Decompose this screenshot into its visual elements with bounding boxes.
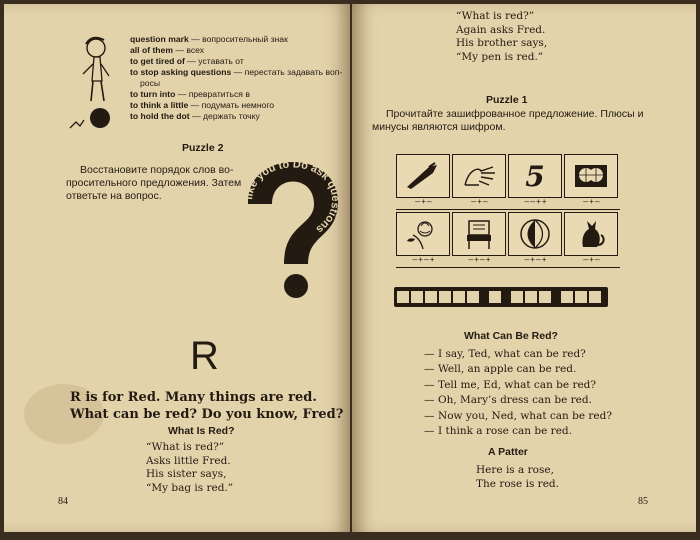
vocab-ru: — перестать задавать воп- xyxy=(233,67,343,77)
text-line: минусы являются шифром. xyxy=(372,121,506,133)
puzzle-1-instructions xyxy=(372,108,682,134)
vocab-ru: — подумать немного xyxy=(190,100,275,110)
text-line: “What is red?” xyxy=(146,441,225,453)
answer-box xyxy=(397,291,409,303)
vocab-ru: — превратиться в xyxy=(177,89,250,99)
text-line: R is for Red. Many things are red. xyxy=(70,390,317,405)
dialog-verse xyxy=(424,347,612,438)
cipher-code: —+— xyxy=(564,256,620,268)
answer-box xyxy=(411,291,423,303)
answer-box xyxy=(589,291,601,303)
answer-cipher-bar xyxy=(394,287,608,307)
patter-title: A Patter xyxy=(488,446,528,458)
cipher-code: —+— xyxy=(452,198,508,210)
big-letter-r: R xyxy=(190,334,219,378)
cipher-code: —+— xyxy=(564,198,620,210)
left-page xyxy=(4,4,350,532)
vocab-ru: росы xyxy=(140,78,161,88)
dialog-dash: — xyxy=(424,348,435,360)
dialog-dash: — xyxy=(424,379,435,391)
dialog-line xyxy=(424,362,612,377)
text-line: Well, an apple can be red. xyxy=(438,362,577,375)
cipher-code: —+—+ xyxy=(452,256,508,268)
answer-box xyxy=(439,291,451,303)
vocab-ru: — всех xyxy=(175,45,205,55)
answer-box xyxy=(425,291,437,303)
patter-verse xyxy=(476,464,559,491)
vocab-en: to think a little xyxy=(130,100,189,110)
text-line: Asks little Fred. xyxy=(146,454,231,467)
cipher-code: —+—+ xyxy=(508,256,564,268)
vocab-item xyxy=(130,78,350,89)
dialog-dash: — xyxy=(424,362,435,375)
cipher-code: —+—+ xyxy=(396,256,452,268)
boy-on-ball-illustration xyxy=(64,34,134,134)
grid-row-top xyxy=(396,154,620,198)
answer-box xyxy=(489,291,501,303)
vocab-en: to get tired of xyxy=(130,56,185,66)
dialog-dash: — xyxy=(424,410,435,422)
number-five: 5 xyxy=(525,159,545,193)
vocab-en: question mark xyxy=(130,34,189,44)
vocab-item xyxy=(130,111,350,122)
text-line: ответьте на вопрос. xyxy=(66,190,162,202)
flower-icon xyxy=(396,212,450,256)
poem-title: What Is Red? xyxy=(168,425,235,437)
hand-icon xyxy=(452,154,506,198)
vocab-item xyxy=(130,100,350,111)
answer-box xyxy=(511,291,523,303)
right-page xyxy=(352,4,696,532)
answer-box xyxy=(539,291,551,303)
dialog-dash: — xyxy=(424,393,435,406)
number-five-cell xyxy=(508,154,562,198)
text-line: просительного предложения. Затем xyxy=(66,177,242,189)
cipher-code: ——++ xyxy=(508,198,564,210)
text-line: Tell me, Ed, what can be red? xyxy=(438,379,597,391)
text-line: His sister says, xyxy=(146,468,227,480)
poem-verse xyxy=(146,441,233,495)
cipher-code-row xyxy=(396,256,620,268)
dialog-line xyxy=(424,409,612,424)
vocab-item xyxy=(130,89,350,100)
cat-icon xyxy=(564,212,618,256)
puzzle-2-instructions xyxy=(66,164,256,203)
vocab-en: to stop asking questions xyxy=(130,67,232,77)
puzzle-2-title: Puzzle 2 xyxy=(182,142,224,154)
vocab-ru: — держать точку xyxy=(192,111,260,121)
text-line: Oh, Mary’s dress can be red. xyxy=(438,393,592,406)
vocab-en: all of them xyxy=(130,45,173,55)
picture-cipher-grid xyxy=(396,154,620,268)
vocab-en: to turn into xyxy=(130,89,176,99)
cipher-code: —+— xyxy=(396,198,452,210)
answer-box xyxy=(561,291,573,303)
dialog-title: What Can Be Red? xyxy=(464,330,558,342)
puzzle-1-title: Puzzle 1 xyxy=(486,94,528,106)
text-line: Again asks Fred. xyxy=(456,23,546,36)
text-line: Now you, Ned, what can be red? xyxy=(438,410,612,422)
answer-box xyxy=(575,291,587,303)
text-line: Прочитайте зашифрованное предложение. Плюсы и xyxy=(386,108,644,120)
vocab-ru: — уставать от xyxy=(187,56,244,66)
dialog-dash: — xyxy=(424,424,435,437)
answer-box xyxy=(525,291,537,303)
text-line: His brother says, xyxy=(456,37,548,49)
chair-icon xyxy=(452,212,506,256)
text-line: What can be red? Do you know, Fred? xyxy=(70,407,344,422)
text-line: I say, Ted, what can be red? xyxy=(438,348,586,360)
vocab-item xyxy=(130,67,350,78)
vocab-ru: — вопросительный знак xyxy=(191,34,288,44)
page-number: 84 xyxy=(58,496,68,507)
knife-icon xyxy=(396,154,450,198)
text-line: “What is red?” xyxy=(456,10,535,22)
text-line: The rose is red. xyxy=(476,477,559,490)
vocab-item xyxy=(130,56,350,67)
answer-box xyxy=(453,291,465,303)
question-mark-words: like you to Do ask questions xyxy=(243,158,342,236)
text-line: Here is a rose, xyxy=(476,464,554,476)
text-line: I think a rose can be red. xyxy=(438,424,572,437)
text-line: Восстановите порядок слов во- xyxy=(80,164,234,176)
vocabulary-list xyxy=(130,34,350,122)
dialog-line xyxy=(424,378,612,393)
dialog-line xyxy=(424,393,612,408)
vocab-en: to hold the dot xyxy=(130,111,190,121)
dialog-line xyxy=(424,347,612,362)
poem-verse-continued xyxy=(456,10,547,64)
vocab-item xyxy=(130,45,350,56)
ball-icon xyxy=(508,212,562,256)
question-mark-graphic xyxy=(242,146,344,302)
page-number: 85 xyxy=(638,496,648,507)
grid-row-bottom xyxy=(396,212,620,256)
cipher-code-row xyxy=(396,198,620,210)
text-line: “My pen is red.” xyxy=(456,50,544,63)
text-line: “My bag is red.” xyxy=(146,481,234,494)
answer-box xyxy=(467,291,479,303)
vocab-item xyxy=(130,34,350,45)
dialog-line xyxy=(424,424,612,439)
r-verse xyxy=(70,389,350,423)
globe-icon xyxy=(564,154,618,198)
